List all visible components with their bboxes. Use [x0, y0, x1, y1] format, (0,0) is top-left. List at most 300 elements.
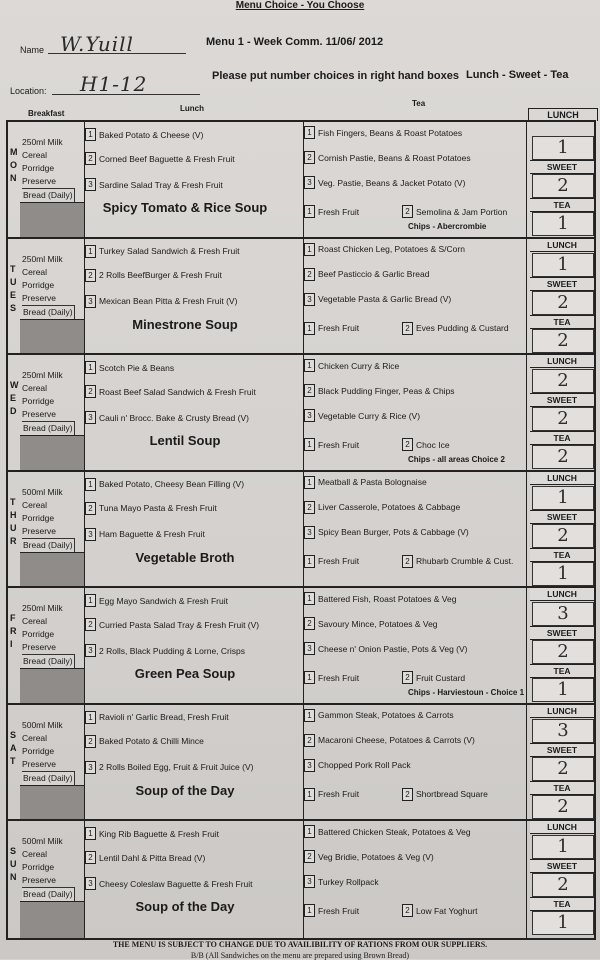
lunch-option[interactable] [85, 385, 256, 398]
day-letter: S [10, 729, 17, 740]
option-number: 2 [304, 501, 315, 514]
breakfast-item: 250ml Milk [22, 253, 63, 264]
lunch-option[interactable] [85, 502, 217, 515]
tea-option-text: Veg. Pastie, Beans & Jacket Potato (V) [318, 177, 466, 188]
option-number: 2 [304, 850, 315, 863]
menu-title: Menu 1 - Week Comm. 11/06/ 2012 [206, 36, 384, 48]
sweet-option[interactable] [402, 555, 513, 568]
day-letters [10, 729, 20, 768]
tea-option-text: Savoury Mince, Potatoes & Veg [318, 618, 438, 629]
day-letter: F [10, 613, 16, 623]
lunch-option[interactable] [85, 269, 222, 282]
tea-option[interactable] [304, 709, 454, 722]
day-letters [10, 845, 20, 884]
day-letter: H [10, 509, 17, 520]
lunch-option-text: King Rib Baguette & Fresh Fruit [99, 828, 220, 839]
breakfast-items [22, 136, 75, 203]
tea-option[interactable] [304, 126, 462, 139]
breakfast-item: Porridge [22, 163, 55, 173]
breakfast-shade [20, 552, 84, 587]
breakfast-items [22, 369, 75, 436]
lunch-option[interactable] [85, 178, 223, 191]
lunch-option-text: Corned Beef Baguette & Fresh Fruit [99, 153, 235, 164]
day-row [8, 705, 594, 822]
lunch-option-text: 2 Rolls, Black Pudding & Lorne, Crisps [99, 645, 245, 656]
option-number: 1 [85, 711, 96, 724]
tea-option[interactable] [304, 592, 456, 605]
day-letters [10, 496, 20, 548]
day-row [8, 122, 594, 239]
instruction-text: Please put number choices in right hand boxes [212, 70, 459, 82]
breakfast-items [22, 719, 75, 786]
lunch-option[interactable] [85, 528, 205, 541]
lunch-cell [85, 122, 304, 237]
option-number: 3 [85, 528, 96, 541]
day-row [8, 588, 594, 705]
breakfast-item: Preserve [22, 525, 57, 536]
day-letter: R [10, 626, 17, 636]
tea-option-text: Fish Fingers, Beans & Roast Potatoes [318, 127, 463, 138]
tea-cell [304, 355, 527, 470]
breakfast-item: Preserve [22, 875, 57, 885]
sweet-option-text: Fresh Fruit [318, 672, 360, 683]
breakfast-item: Bread (Daily) [22, 188, 75, 203]
sweet-option[interactable] [402, 671, 465, 684]
lunch-choice-label: LUNCH [530, 820, 594, 834]
sweet-choice-label: SWEET [530, 277, 594, 291]
day-letter: U [10, 276, 17, 287]
lunch-option[interactable] [85, 361, 174, 374]
sweet-choice-box[interactable]: 2 [532, 873, 594, 897]
tea-choice-box[interactable]: 2 [532, 445, 594, 469]
tea-choice-box[interactable]: 1 [532, 678, 594, 702]
breakfast-item: Bread (Daily) [22, 654, 75, 669]
tea-choice-label: TEA [530, 548, 594, 562]
sweet-option[interactable] [402, 788, 488, 801]
breakfast-item: 500ml Milk [22, 719, 63, 730]
day-letter: U [10, 859, 17, 869]
lunch-option[interactable] [85, 152, 235, 165]
soup-of-day: Spicy Tomato & Rice Soup [102, 200, 268, 215]
breakfast-item: 500ml Milk [22, 836, 63, 846]
tea-choice-label: TEA [530, 664, 594, 678]
option-number: 3 [304, 526, 315, 539]
tea-option-text: Cheese n' Onion Pastie, Pots & Veg (V) [318, 643, 468, 654]
option-number: 2 [402, 555, 413, 568]
option-number: 3 [304, 642, 315, 655]
tea-option-text: Turkey Rollpack [318, 876, 379, 887]
tea-option-text: Roast Chicken Leg, Potatoes & S/Corn [318, 244, 465, 254]
option-number: 1 [304, 476, 315, 489]
lunch-option[interactable] [85, 644, 245, 657]
sweet-option-text: Fresh Fruit [318, 206, 360, 217]
sweet-option[interactable] [402, 205, 507, 218]
lunch-option[interactable] [85, 827, 219, 840]
sweet-choice-label: SWEET [530, 859, 594, 873]
name-label: Name [20, 45, 45, 55]
tea-choice-label: TEA [530, 198, 594, 212]
breakfast-item: 500ml Milk [22, 486, 63, 497]
breakfast-item: 250ml Milk [22, 137, 63, 147]
sweet-option[interactable] [304, 788, 359, 801]
day-letter: N [10, 872, 17, 882]
sweet-option[interactable] [304, 671, 359, 684]
tea-option-text: Meatball & Pasta Bolognaise [318, 477, 427, 487]
day-letter: T [10, 263, 16, 274]
tea-option[interactable] [304, 293, 451, 306]
breakfast-item: Porridge [22, 862, 55, 872]
choice-cell [530, 472, 594, 587]
choice-cell [530, 239, 594, 354]
lunch-option[interactable] [85, 295, 237, 308]
breakfast-item: 250ml Milk [22, 370, 63, 380]
tea-option[interactable] [304, 409, 420, 422]
day-row [8, 355, 594, 472]
sweet-choice-label: SWEET [530, 160, 594, 174]
option-number: 1 [304, 359, 315, 372]
lunch-option[interactable] [85, 851, 205, 864]
lunch-choice-box[interactable]: 1 [532, 253, 594, 277]
breakfast-item: Cereal [22, 732, 48, 743]
lunch-cell [85, 239, 304, 354]
breakfast-items [22, 835, 75, 902]
location-field[interactable]: H1-12 [80, 72, 148, 96]
option-number: 1 [304, 322, 315, 335]
breakfast-item: Preserve [22, 292, 57, 303]
tea-option[interactable] [304, 243, 465, 256]
tea-option[interactable] [304, 759, 411, 772]
lunch-option-text: Baked Potato & Chilli Mince [99, 736, 204, 746]
breakfast-items [22, 486, 75, 553]
tea-option-text: Chicken Curry & Rice [318, 360, 400, 371]
tea-option-text: Veg Bridie, Potatoes & Veg (V) [318, 851, 434, 862]
lunch-option-text: Ham Baguette & Fresh Fruit [99, 529, 205, 539]
lunch-option[interactable] [85, 594, 228, 607]
day-letters [10, 379, 20, 418]
breakfast-item: Cereal [22, 383, 48, 393]
sweet-choice-box[interactable]: 2 [532, 524, 594, 548]
breakfast-item: Cereal [22, 616, 48, 626]
breakfast-item: Bread (Daily) [22, 421, 75, 436]
option-number: 2 [85, 735, 96, 748]
sweet-option[interactable] [304, 322, 359, 335]
breakfast-shade [20, 202, 84, 237]
day-row [8, 239, 594, 356]
option-number: 2 [304, 617, 315, 630]
sweet-choice-box[interactable]: 2 [532, 407, 594, 431]
option-number: 2 [85, 502, 96, 515]
option-number: 2 [304, 384, 315, 397]
day-letter: D [10, 406, 17, 416]
tea-option[interactable] [304, 176, 465, 189]
day-row [8, 821, 594, 938]
option-number: 1 [85, 361, 96, 374]
tea-choice-box[interactable]: 1 [532, 562, 594, 586]
choice-cell [530, 355, 594, 470]
tea-option[interactable] [304, 501, 460, 514]
sweet-choice-box[interactable]: 2 [532, 640, 594, 664]
option-number: 3 [85, 295, 96, 308]
option-number: 1 [304, 243, 315, 256]
lunch-option[interactable] [85, 618, 259, 631]
breakfast-item: Bread (Daily) [22, 538, 75, 553]
tea-choice-box[interactable]: 1 [532, 212, 594, 236]
lunch-choice-box[interactable]: 3 [532, 719, 594, 743]
breakfast-item: Preserve [22, 758, 57, 769]
lunch-option-text: Baked Potato, Cheesy Bean Filling (V) [99, 479, 245, 489]
tea-option-text: Liver Casserole, Potatoes & Cabbage [318, 502, 461, 512]
day-letter: R [10, 535, 17, 546]
option-number: 1 [304, 671, 315, 684]
breakfast-item: Porridge [22, 512, 55, 523]
option-number: 1 [304, 825, 315, 838]
lunch-option-text: Lentil Dahl & Pitta Bread (V) [99, 852, 206, 863]
breakfast-item: Preserve [22, 409, 57, 419]
sweet-choice-box[interactable]: 2 [532, 291, 594, 315]
tea-option-text: Vegetable Pasta & Garlic Bread (V) [318, 294, 452, 304]
day-letter: T [10, 496, 16, 507]
day-letter: U [10, 522, 17, 533]
lunch-choice-box[interactable]: 1 [532, 486, 594, 510]
day-letter: N [10, 173, 17, 183]
lunch-option[interactable] [85, 478, 244, 491]
breakfast-item: 250ml Milk [22, 603, 63, 613]
breakfast-item: Cereal [22, 150, 48, 160]
sweet-option[interactable] [304, 205, 359, 218]
sweet-option-text: Low Fat Yoghurt [416, 905, 478, 916]
lunch-choice-box[interactable]: 3 [532, 602, 594, 626]
sweet-option-text: Fresh Fruit [318, 439, 360, 450]
lunch-option-text: 2 Rolls Boiled Egg, Fruit & Fruit Juice (V) [99, 762, 254, 772]
day-letter: I [10, 639, 13, 649]
breakfast-shade [20, 785, 84, 820]
soup-of-day: Minestrone Soup [132, 316, 238, 332]
menu-grid [6, 120, 596, 940]
tea-option[interactable] [304, 268, 430, 281]
sweet-option[interactable] [402, 904, 477, 917]
lunch-cell [85, 472, 304, 587]
sweet-option[interactable] [304, 438, 359, 451]
breakfast-item: Porridge [22, 396, 55, 406]
option-number: 2 [304, 151, 315, 164]
breakfast-header: Breakfast [28, 109, 65, 118]
lunch-cell [85, 355, 304, 470]
tea-choice-label: TEA [530, 781, 594, 795]
soup-of-day: Vegetable Broth [135, 549, 235, 565]
option-number: 1 [85, 478, 96, 491]
option-number: 1 [304, 592, 315, 605]
tea-option-text: Macaroni Cheese, Potatoes & Carrots (V) [318, 735, 475, 745]
tea-option-text: Gammon Steak, Potatoes & Carrots [318, 710, 454, 720]
option-number: 2 [402, 788, 413, 801]
sweet-option-text: Semolina & Jam Portion [416, 206, 508, 217]
breakfast-item: Preserve [22, 176, 57, 186]
breakfast-item: Cereal [22, 849, 48, 859]
day-letter: W [10, 380, 19, 390]
sweet-option[interactable] [304, 555, 359, 568]
breakfast-item: Porridge [22, 279, 55, 290]
choice-cell [530, 588, 594, 703]
tea-choice-label: TEA [530, 897, 594, 911]
option-number: 3 [85, 644, 96, 657]
soup-of-day: Lentil Soup [149, 433, 221, 448]
lunch-option-text: Mexican Bean Pitta & Fresh Fruit (V) [99, 296, 238, 306]
lunch-option-text: Baked Potato & Cheese (V) [99, 129, 204, 140]
soup-of-day: Green Pea Soup [134, 666, 236, 681]
choice-cell [530, 705, 594, 820]
option-number: 2 [402, 322, 413, 335]
lunch-option[interactable] [85, 711, 229, 724]
lunch-choice-label: LUNCH [530, 238, 594, 252]
sweet-option-text: Fresh Fruit [318, 789, 360, 799]
lunch-option-text: Cauli n' Brocc. Bake & Crusty Bread (V) [99, 412, 249, 423]
chips-note: Chips - all areas Choice 2 [408, 455, 505, 464]
tea-option-text: Vegetable Curry & Rice (V) [318, 410, 421, 421]
breakfast-shade [20, 319, 84, 354]
tea-choice-label: TEA [530, 431, 594, 445]
tea-option[interactable] [304, 384, 455, 397]
option-number: 2 [304, 734, 315, 747]
choice-cell [530, 122, 594, 237]
option-number: 2 [85, 152, 96, 165]
sweet-option-text: Fresh Fruit [318, 323, 360, 333]
chips-note: Chips - Abercrombie [408, 222, 487, 231]
tea-option[interactable] [304, 151, 471, 164]
breakfast-shade [20, 668, 84, 703]
choice-lunch-header: LUNCH [528, 108, 598, 121]
sweet-option-text: Fruit Custard [416, 672, 466, 683]
tea-option[interactable] [304, 526, 469, 539]
lunch-option[interactable] [85, 735, 204, 748]
breakfast-item: Bread (Daily) [22, 771, 75, 786]
sweet-option-text: Fresh Fruit [318, 556, 360, 566]
option-number: 1 [85, 594, 96, 607]
tea-choice-box[interactable]: 2 [532, 795, 594, 819]
breakfast-item: Cereal [22, 266, 48, 277]
breakfast-item: Porridge [22, 745, 55, 756]
breakfast-item: Bread (Daily) [22, 887, 75, 902]
sweet-option-text: Eves Pudding & Custard [416, 323, 509, 333]
choice-cell [530, 821, 594, 938]
lunch-option[interactable] [85, 128, 203, 141]
option-number: 3 [85, 877, 96, 890]
lunch-option-text: Egg Mayo Sandwich & Fresh Fruit [99, 595, 228, 606]
sweet-option[interactable] [304, 904, 359, 917]
tea-option[interactable] [304, 617, 438, 630]
option-number: 1 [304, 788, 315, 801]
lunch-choice-box[interactable]: 2 [532, 369, 594, 393]
lunch-option[interactable] [85, 245, 239, 258]
day-letter: O [10, 160, 18, 170]
lunch-option-text: Cheesy Coleslaw Baguette & Fresh Fruit [99, 878, 253, 889]
option-number: 2 [85, 385, 96, 398]
day-letter: E [10, 289, 17, 300]
option-number: 2 [85, 269, 96, 282]
sweet-option[interactable] [402, 322, 509, 335]
sweet-choice-label: SWEET [530, 510, 594, 524]
tea-cell [304, 472, 527, 587]
lunch-option[interactable] [85, 761, 253, 774]
breakfast-item: Bread (Daily) [22, 305, 75, 320]
tea-option[interactable] [304, 734, 475, 747]
tea-option-text: Chopped Pork Roll Pack [318, 760, 411, 770]
day-letter: M [10, 147, 18, 157]
breakfast-items [22, 602, 75, 669]
tea-choice-label: TEA [530, 315, 594, 329]
option-number: 3 [304, 759, 315, 772]
option-number: 1 [304, 438, 315, 451]
tea-option[interactable] [304, 642, 468, 655]
tea-option[interactable] [304, 359, 399, 372]
day-letter: S [10, 302, 17, 313]
breakfast-item: Cereal [22, 499, 48, 510]
lunch-choice-label: LUNCH [530, 704, 594, 718]
sweet-choice-label: SWEET [530, 393, 594, 407]
chips-note: Chips - Harviestoun - Choice 1 [408, 688, 525, 697]
sweet-option-text: Rhubarb Crumble & Cust. [416, 556, 514, 566]
lunch-option[interactable] [85, 411, 249, 424]
lunch-option-text: Scotch Pie & Beans [99, 362, 175, 373]
sweet-option[interactable] [402, 438, 450, 451]
lunch-cell [85, 588, 304, 703]
day-letters [10, 146, 20, 185]
option-number: 3 [304, 875, 315, 888]
tea-option[interactable] [304, 875, 379, 888]
option-number: 3 [304, 409, 315, 422]
lunch-choice-box[interactable]: 1 [532, 136, 594, 160]
tea-cell [304, 588, 527, 703]
lunch-choice-label: LUNCH [530, 587, 594, 601]
lunch-option-text: Curried Pasta Salad Tray & Fresh Fruit (V) [99, 619, 260, 630]
tea-option-text: Spicy Bean Burger, Pots & Cabbage (V) [318, 527, 469, 537]
tea-choice-box[interactable]: 2 [532, 329, 594, 353]
option-number: 2 [85, 851, 96, 864]
footer-note: B/B (All Sandwiches on the menu are prepared using Brown Bread) [190, 951, 410, 960]
sweet-choice-box[interactable]: 2 [532, 757, 594, 781]
breakfast-item: Porridge [22, 629, 55, 639]
breakfast-shade [20, 435, 84, 470]
sweet-choice-box[interactable]: 2 [532, 174, 594, 198]
day-letter: A [10, 742, 17, 753]
option-number: 2 [402, 438, 413, 451]
lunch-option-text: Sardine Salad Tray & Fresh Fruit [99, 179, 223, 190]
option-number: 1 [85, 245, 96, 258]
breakfast-item: Preserve [22, 642, 57, 652]
name-field[interactable]: W.Yuill [60, 32, 134, 56]
option-number: 1 [304, 904, 315, 917]
tea-option-text: Beef Pasticcio & Garlic Bread [318, 269, 430, 279]
day-letter: T [10, 755, 16, 766]
tea-option[interactable] [304, 850, 434, 863]
option-number: 2 [304, 268, 315, 281]
option-number: 1 [304, 555, 315, 568]
lunch-option[interactable] [85, 877, 253, 890]
option-number: 2 [402, 904, 413, 917]
soup-of-day: Soup of the Day [135, 782, 235, 798]
lunch-header: Lunch [180, 104, 204, 113]
location-label: Location: [10, 86, 47, 96]
tea-choice-box[interactable]: 1 [532, 911, 594, 935]
option-number: 2 [402, 671, 413, 684]
option-number: 3 [304, 176, 315, 189]
lunch-cell [85, 821, 304, 938]
tea-option[interactable] [304, 476, 427, 489]
lunch-choice-box[interactable]: 1 [532, 835, 594, 859]
tea-option[interactable] [304, 825, 471, 838]
tea-option-text: Battered Fish, Roast Potatoes & Veg [318, 593, 457, 604]
sweet-option-text: Shortbread Square [416, 789, 488, 799]
option-number: 1 [304, 205, 315, 218]
